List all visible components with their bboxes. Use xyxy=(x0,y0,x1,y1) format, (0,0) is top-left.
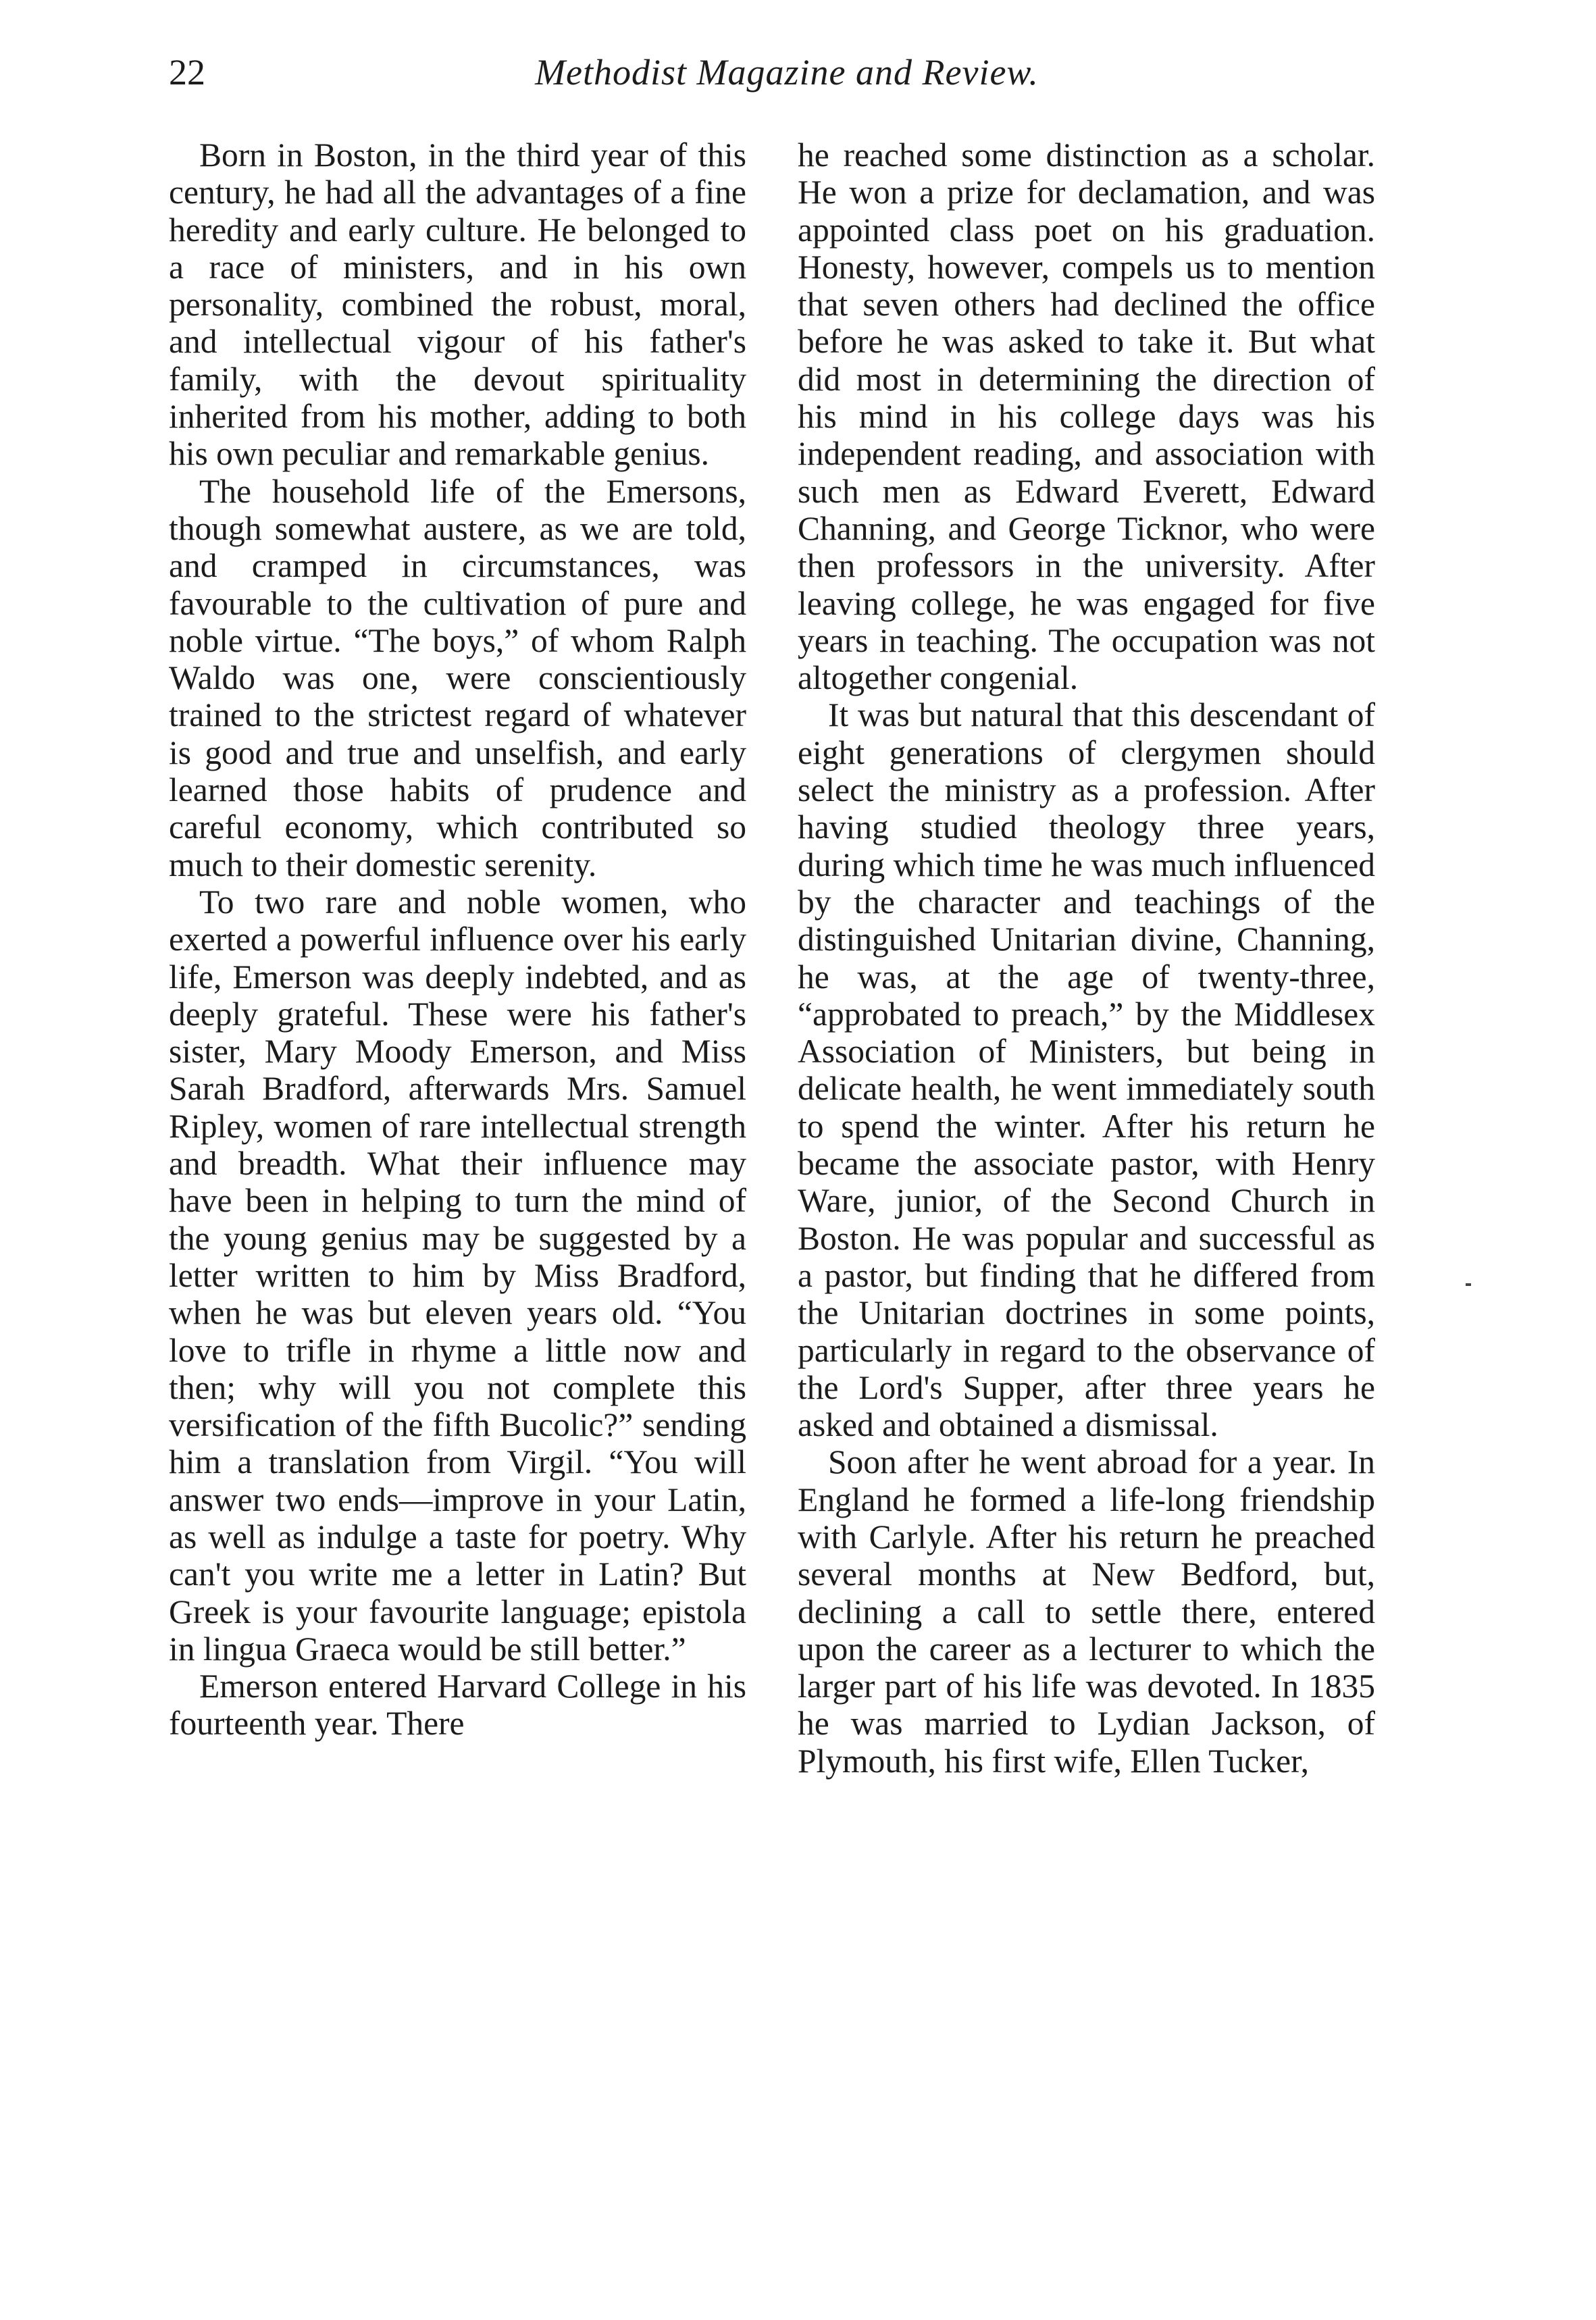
right-column xyxy=(798,136,1375,1780)
paragraph-women: To two rare and noble women, who exerted a powerful influence over his early life, Emerson was deeply indebted, and as deeply grateful. These were his father's sister, Mary Moody Emerson, and Miss Sarah Bradford, afterwards Mrs. Samuel Ripley, women of rare intellectual strength and breadth. What their influence may have been in helping to turn the mind of the young genius may be suggested by a letter written to him by Miss Bradford, when he was but eleven years old. “You love to trifle in rhyme a little now and then; why will you not complete this versification of the fifth Bucolic?” sending him a translation from Virgil. “You will answer two ends—improve in your Latin, as well as indulge a taste for poetry. Why can't you write me a letter in Latin? But Greek is your favourite language; epistola in lingua Graeca would be still better.” xyxy=(169,883,746,1668)
paragraph-scholar-continued: he reached some distinction as a scholar. He won a prize for declamation, and was appointed class poet on his graduation. Honesty, however, compels us to mention that seven others had declined the office before he was asked to take it. But what did most in determining the direction of his mind in his college days was his independent reading, and association with such men as Edward Everett, Edward Channing, and George Ticknor, who were then professors in the university. After leaving college, he was engaged for five years in teaching. The occupation was not altogether congenial. xyxy=(798,136,1375,697)
paragraph-ministry: It was but natural that this descendant of eight generations of clergymen should select the ministry as a profession. After having studied theology three years, during which time he was much influenced by the character and teachings of the distinguished Unitarian divine, Channing, he was, at the age of twenty-three, “approbated to preach,” by the Middlesex Association of Ministers, but being in delicate health, he went immediately south to spend the winter. After his return he became the associate pastor, with Henry Ware, junior, of the Second Church in Boston. He was popular and successful as a pastor, but finding that he differed from the Unitarian doctrines in some points, particularly in regard to the observance of the Lord's Supper, after three years he asked and obtained a dismissal. xyxy=(798,696,1376,1444)
paragraph-harvard: Emerson entered Harvard College in his fourteenth year. There xyxy=(169,1668,746,1743)
paragraph-birth: Born in Boston, in the third year of this century, he had all the advantages of a fine heredity and early culture. He belonged to a race of ministers, and in his own personality, combined the robust, moral, and intellectual vigour of his father's family, with the devout spirituality inherited from his mother, adding to both his own peculiar and remarkable genius. xyxy=(169,136,746,473)
margin-mark xyxy=(1466,1283,1471,1286)
running-head xyxy=(169,47,1405,108)
page-number: 22 xyxy=(169,52,205,93)
paragraph-abroad: Soon after he went abroad for a year. In England he formed a life-long friendship with Carlyle. After his return he preached several months at New Bedford, but, declining a call to settle there, entered upon the career as a lecturer to which the larger part of his life was devoted. In 1835 he was married to Lydian Jackson, of Plymouth, his first wife, Ellen Tucker, xyxy=(798,1443,1375,1780)
journal-title: Methodist Magazine and Review. xyxy=(535,52,1039,93)
left-column xyxy=(169,136,746,1743)
paragraph-household: The household life of the Emersons, though somewhat austere, as we are told, and cramped in circumstances, was favourable to the cultivation of pure and noble virtue. “The boys,” of whom Ralph Waldo was one, were conscientiously trained to the strictest regard of whatever is good and true and unselfish, and early learned those habits of prudence and careful economy, which contributed so much to their domestic serenity. xyxy=(169,472,746,883)
